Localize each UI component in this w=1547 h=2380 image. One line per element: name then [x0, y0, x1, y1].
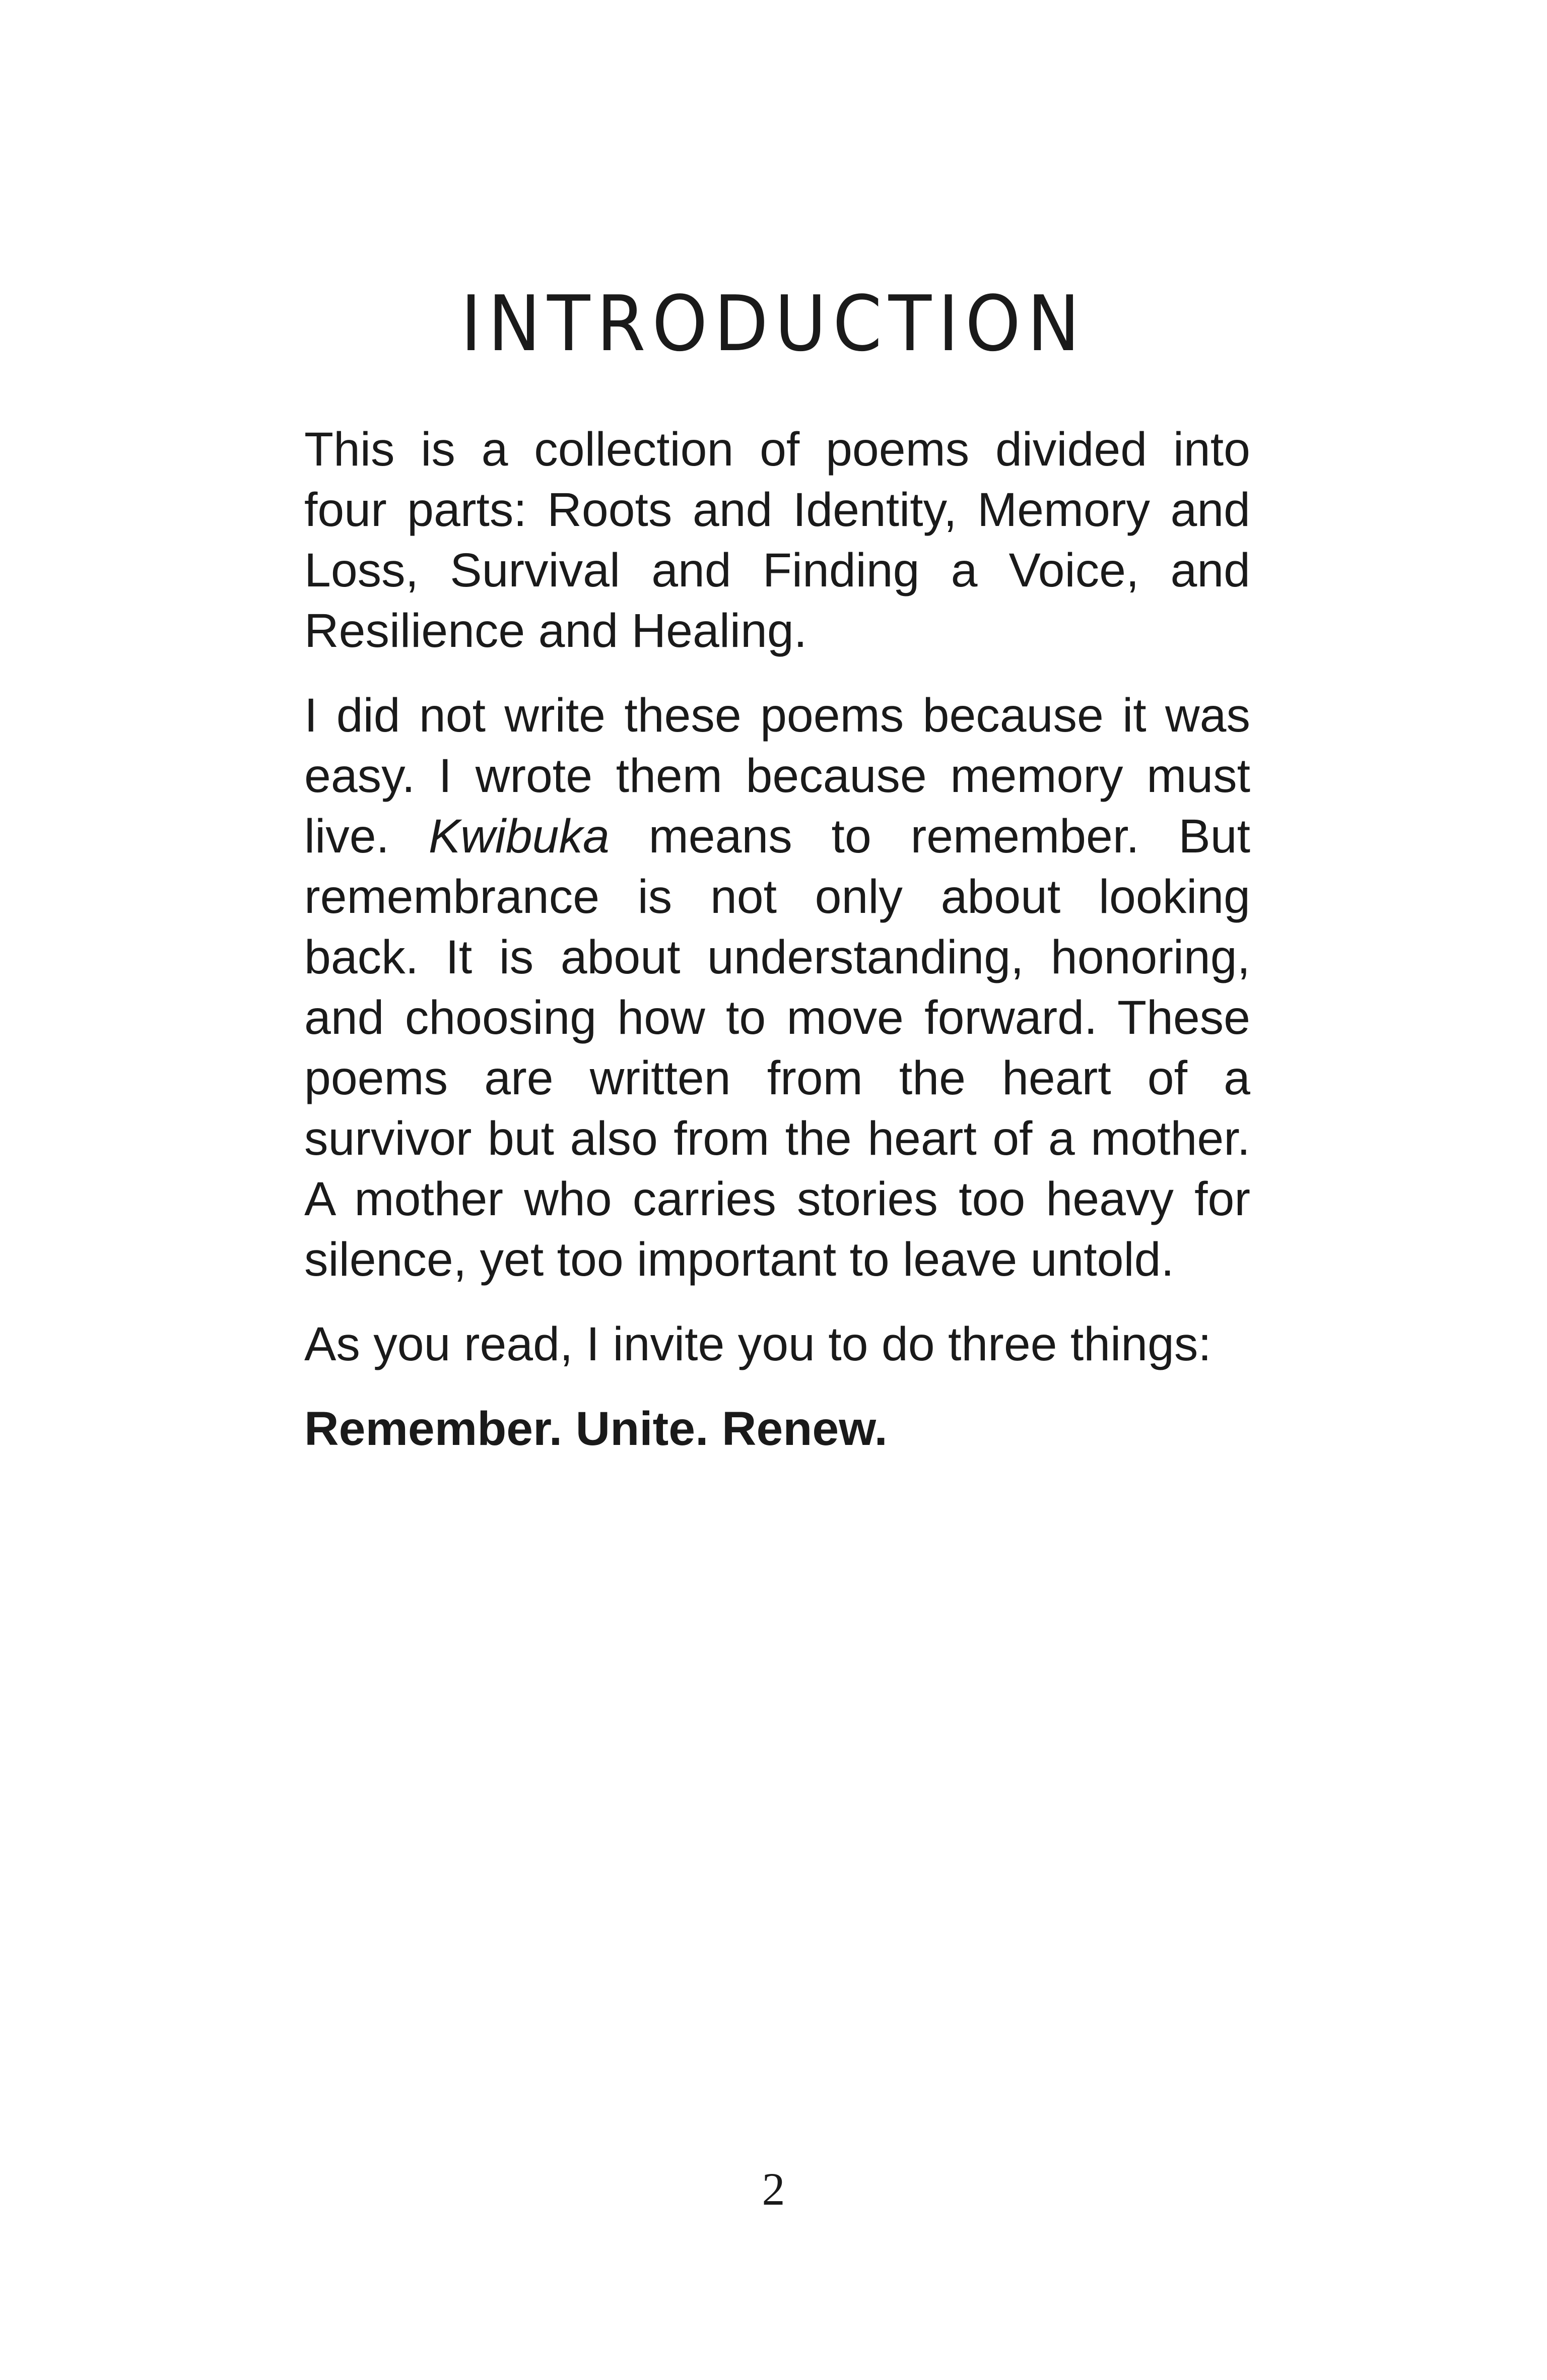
- paragraph-why-written: [304, 685, 1250, 1290]
- paragraph-motto: [304, 1399, 1250, 1459]
- page-title: INTRODUCTION: [460, 279, 1087, 368]
- paragraph-why-written-start: I did not write these poems because it was easy. I wrote them because memory must live.: [304, 689, 1250, 863]
- page-number: 2: [762, 2163, 785, 2215]
- paragraph-invitation: As you read, I invite you to do three things:: [304, 1317, 1212, 1371]
- paragraph-why-written-rest: means to remember. But remembrance is not only about looking back. It is about understanding, honoring, and choosing how to move forward. These poems are written from the heart of a survivor but also from the heart of a mother. A mother who carries stories too heavy for silence, yet too important to leave untold.: [304, 810, 1250, 1286]
- motto-text: Remember. Unite. Renew.: [304, 1402, 888, 1456]
- introduction-body: [304, 419, 1250, 1483]
- paragraph-collection-parts: This is a collection of poems divided into four parts: Roots and Identity, Memory and Loss, Survival and Finding a Voice, and Resilience and Healing.: [304, 423, 1250, 657]
- kwibuka-term: Kwibuka: [428, 810, 610, 863]
